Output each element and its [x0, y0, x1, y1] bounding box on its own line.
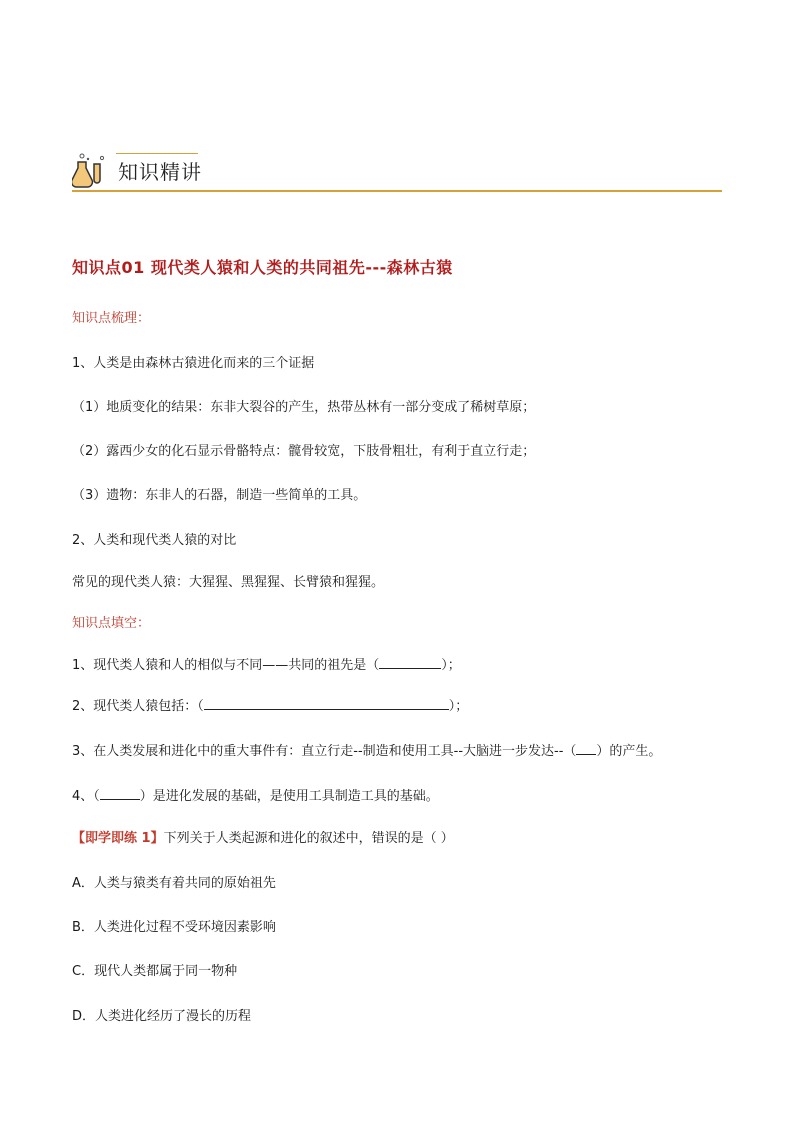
fill-question-1 [72, 654, 461, 675]
fill-q4-end: ）是进化发展的基础，是使用工具制造工具的基础。 [139, 789, 439, 804]
fill-q1-text: 1、现代类人猿和人的相似与不同——共同的祖先是（ [72, 658, 380, 673]
combing-item-2: 2、人类和现代类人猿的对比 [72, 533, 237, 548]
combing-item-2a: 常见的现代类人猿：大猩猩、黑猩猩、长臂猿和猩猩。 [72, 575, 385, 590]
fill-q2-end: ）； [448, 699, 469, 714]
practice-option-b[interactable]: B．人类进化过程不受环境因素影响 [72, 920, 276, 935]
combing-item-1c: （3）遗物：东非人的石器，制造一些简单的工具。 [72, 488, 367, 503]
banner-accent-line [116, 153, 198, 154]
combing-item-1: 1、人类是由森林古猿进化而来的三个证据 [72, 356, 315, 371]
fill-question-4 [72, 785, 439, 806]
fill-q3-text: 3、在人类发展和进化中的重大事件有：直立行走--制造和使用工具--大脑进一步发达--（ [72, 744, 577, 759]
section-title: 知识点01 现代类人猿和人类的共同祖先---森林古猿 [72, 258, 453, 277]
practice-tag: 【即学即练 1】 [72, 831, 164, 846]
combing-item-1a: （1）地质变化的结果：东非大裂谷的产生，热带丛林有一部分变成了稀树草原； [72, 400, 536, 415]
practice-option-a[interactable]: A．人类与猿类有着共同的原始祖先 [72, 876, 276, 891]
combing-item-1b: （2）露西少女的化石显示骨骼特点：髋骨较宽，下肢骨粗壮，有利于直立行走； [72, 444, 536, 459]
fill-q4-text: 4、（ [72, 789, 100, 804]
practice-option-c[interactable]: C．现代人类都属于同一物种 [72, 964, 238, 979]
combing-heading: 知识点梳理： [72, 311, 151, 326]
fill-heading: 知识点填空： [72, 616, 151, 631]
fill-question-3 [72, 740, 661, 761]
fill-q4-blank[interactable] [100, 785, 140, 800]
fill-q3-blank[interactable] [576, 740, 596, 755]
fill-question-2 [72, 695, 468, 716]
fill-q1-blank[interactable] [379, 654, 441, 669]
practice-question [72, 830, 454, 848]
flask-icon [72, 150, 112, 190]
fill-q1-end: ）； [441, 658, 461, 673]
practice-option-d[interactable]: D．人类进化经历了漫长的历程 [72, 1009, 252, 1024]
fill-q2-blank[interactable] [204, 695, 449, 710]
fill-q3-end: ）的产生。 [596, 744, 662, 759]
banner-rule [72, 190, 722, 192]
fill-q2-text: 2、现代类人猿包括：（ [72, 699, 204, 714]
section-banner [72, 150, 722, 192]
banner-title: 知识精讲 [118, 160, 202, 184]
practice-question-text: 下列关于人类起源和进化的叙述中，错误的是（ ） [163, 831, 454, 846]
